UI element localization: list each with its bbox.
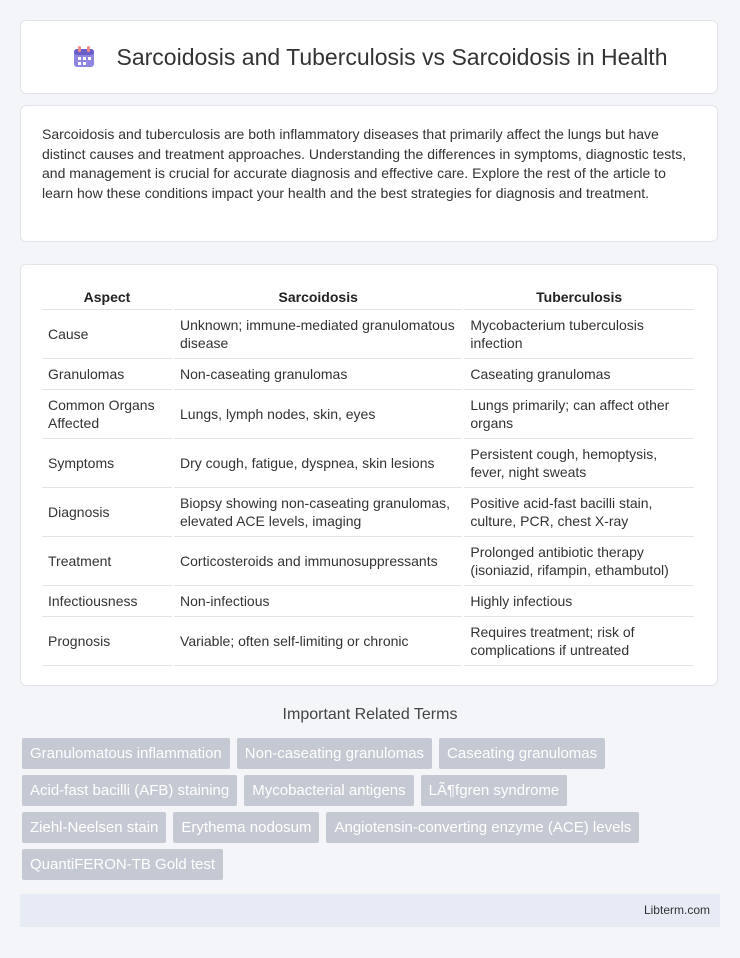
column-header-aspect: Aspect	[42, 285, 172, 310]
page-title: Sarcoidosis and Tuberculosis vs Sarcoidosis in Health	[116, 43, 668, 70]
table-cell: Cause	[42, 310, 172, 359]
table-cell: Diagnosis	[42, 488, 172, 537]
table-cell: Infectiousness	[42, 586, 172, 617]
comparison-table	[40, 285, 696, 666]
table-cell: Non-caseating granulomas	[174, 359, 462, 390]
table-cell: Common Organs Affected	[42, 390, 172, 439]
intro-paragraph: Sarcoidosis and tuberculosis are both inflammatory diseases that primarily affect the lungs but have distinct causes and treatment approaches. Understanding the differences in symptoms, diagnostic tests, and management is crucial for accurate diagnosis and effective care. Explore the rest of the article to learn how these conditions impact your health and the best strategies for diagnosis and treatment.	[42, 126, 687, 201]
table-row	[42, 617, 694, 666]
term-tag[interactable]: Caseating granulomas	[439, 738, 605, 769]
table-cell: Biopsy showing non-caseating granulomas, elevated ACE levels, imaging	[174, 488, 462, 537]
header	[71, 44, 668, 71]
table-cell: Lungs primarily; can affect other organs	[464, 390, 694, 439]
table-cell: Highly infectious	[464, 586, 694, 617]
column-header-tuberculosis: Tuberculosis	[464, 285, 694, 310]
table-row	[42, 537, 694, 586]
table-cell: Unknown; immune-mediated granulomatous disease	[174, 310, 462, 359]
term-tag[interactable]: Erythema nodosum	[173, 812, 319, 843]
term-tag[interactable]: Angiotensin-converting enzyme (ACE) levels	[326, 812, 639, 843]
table-cell: Corticosteroids and immunosuppressants	[174, 537, 462, 586]
table-row	[42, 359, 694, 390]
column-header-sarcoidosis: Sarcoidosis	[174, 285, 462, 310]
intro-card	[20, 105, 718, 242]
table-row	[42, 439, 694, 488]
table-cell: Treatment	[42, 537, 172, 586]
table-row	[42, 310, 694, 359]
term-tag[interactable]: Ziehl-Neelsen stain	[22, 812, 166, 843]
calendar-icon	[71, 44, 97, 70]
comparison-table-card	[20, 264, 718, 686]
related-terms-list	[22, 738, 722, 886]
table-cell: Symptoms	[42, 439, 172, 488]
table-cell: Prognosis	[42, 617, 172, 666]
related-terms-title: Important Related Terms	[282, 706, 458, 723]
term-tag[interactable]: QuantiFERON-TB Gold test	[22, 849, 223, 880]
table-row	[42, 488, 694, 537]
table-cell: Mycobacterium tuberculosis infection	[464, 310, 694, 359]
table-cell: Positive acid-fast bacilli stain, culture, PCR, chest X-ray	[464, 488, 694, 537]
table-cell: Variable; often self-limiting or chronic	[174, 617, 462, 666]
table-cell: Persistent cough, hemoptysis, fever, night sweats	[464, 439, 694, 488]
term-tag[interactable]: Non-caseating granulomas	[237, 738, 432, 769]
table-header-row	[42, 285, 694, 310]
table-cell: Lungs, lymph nodes, skin, eyes	[174, 390, 462, 439]
table-row	[42, 390, 694, 439]
table-cell: Non-infectious	[174, 586, 462, 617]
table-cell: Prolonged antibiotic therapy (isoniazid, rifampin, ethambutol)	[464, 537, 694, 586]
table-cell: Requires treatment; risk of complications if untreated	[464, 617, 694, 666]
table-cell: Dry cough, fatigue, dyspnea, skin lesions	[174, 439, 462, 488]
footer	[20, 894, 720, 927]
table-row	[42, 586, 694, 617]
term-tag[interactable]: Acid-fast bacilli (AFB) staining	[22, 775, 237, 806]
footer-site-link[interactable]: Libterm.com	[643, 903, 710, 917]
table-cell: Caseating granulomas	[464, 359, 694, 390]
header-card	[20, 20, 718, 94]
term-tag[interactable]: Mycobacterial antigens	[244, 775, 413, 806]
term-tag[interactable]: Granulomatous inflammation	[22, 738, 230, 769]
table-cell: Granulomas	[42, 359, 172, 390]
term-tag[interactable]: LÃ¶fgren syndrome	[421, 775, 568, 806]
